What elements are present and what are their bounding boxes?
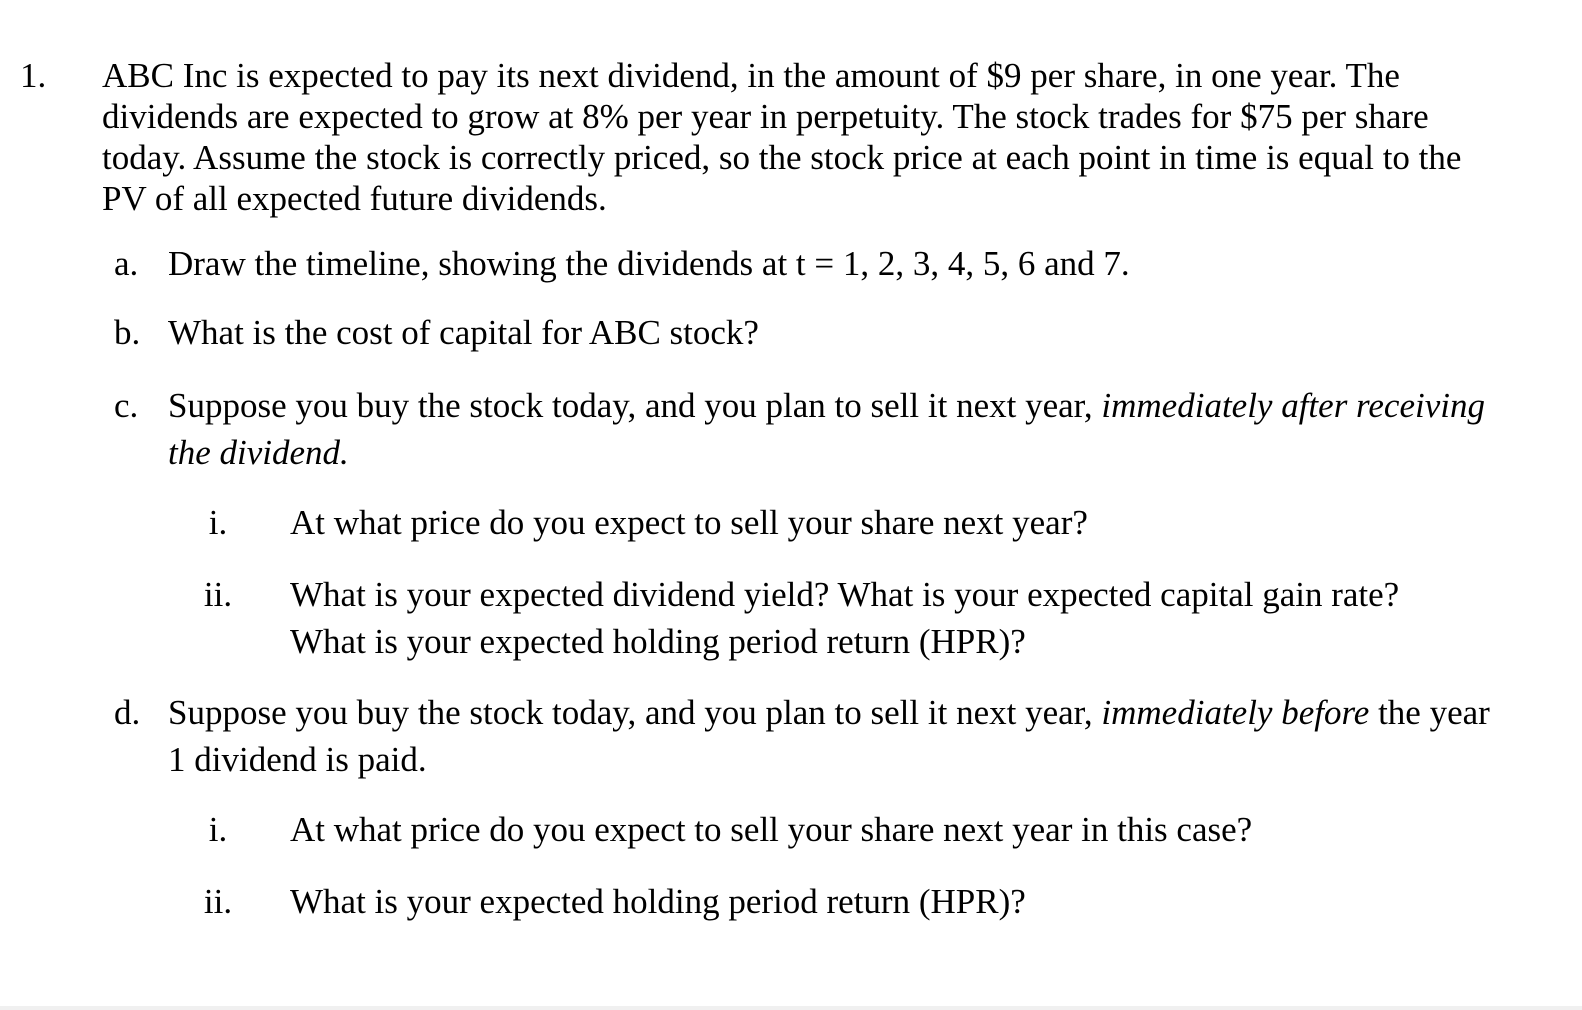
part-d-text-italic: immediately before [1101, 693, 1370, 732]
part-c-item-ii-text: What is your expected dividend yield? What is your expected capital gain rate? What is your expected holding period return (HPR)? [290, 575, 1400, 661]
part-a-label: a. [114, 244, 139, 283]
part-d-item-i-label: i. [208, 810, 228, 849]
question-1 [20, 55, 1500, 219]
part-d-item-ii-text: What is your expected holding period return (HPR)? [290, 882, 1026, 921]
part-c-label: c. [114, 386, 139, 425]
part-c-text-italic: immediately after receiving the dividend. [168, 386, 1485, 472]
part-b [114, 309, 1514, 356]
part-d-text [168, 689, 1498, 783]
part-d-item-ii-label: ii. [203, 882, 233, 921]
part-d-label: d. [114, 693, 141, 732]
part-c-item-ii [198, 571, 1498, 665]
bottom-divider [0, 1006, 1582, 1010]
question-number: 1. [20, 56, 47, 95]
part-c-item-i [198, 499, 1498, 546]
part-d [114, 689, 1514, 783]
part-a [114, 240, 1514, 287]
part-c [114, 382, 1514, 476]
part-d-item-ii [198, 878, 1498, 925]
part-c-text-plain: Suppose you buy the stock today, and you plan to sell it next year, [168, 386, 1102, 425]
part-b-text: What is the cost of capital for ABC stock? [168, 313, 759, 352]
part-d-item-i-text: At what price do you expect to sell your share next year in this case? [290, 810, 1253, 849]
part-b-label: b. [114, 313, 141, 352]
part-c-item-i-label: i. [208, 503, 228, 542]
question-text: ABC Inc is expected to pay its next dividend, in the amount of $9 per share, in one year. The dividends are expected to grow at 8% per year in perpetuity. The stock trades for $75 per share today. Assume the stock is correctly priced, so the stock price at each point in time is equal to the PV of all expected future dividends. [102, 56, 1462, 218]
part-c-item-ii-label: ii. [203, 575, 233, 614]
part-d-item-i [198, 806, 1498, 853]
part-c-text [168, 382, 1498, 476]
part-c-item-i-text: At what price do you expect to sell your share next year? [290, 503, 1088, 542]
part-d-text-after: the year 1 dividend is paid. [168, 693, 1490, 779]
part-a-text: Draw the timeline, showing the dividends at t = 1, 2, 3, 4, 5, 6 and 7. [168, 244, 1130, 283]
part-d-text-plain: Suppose you buy the stock today, and you plan to sell it next year, [168, 693, 1102, 732]
